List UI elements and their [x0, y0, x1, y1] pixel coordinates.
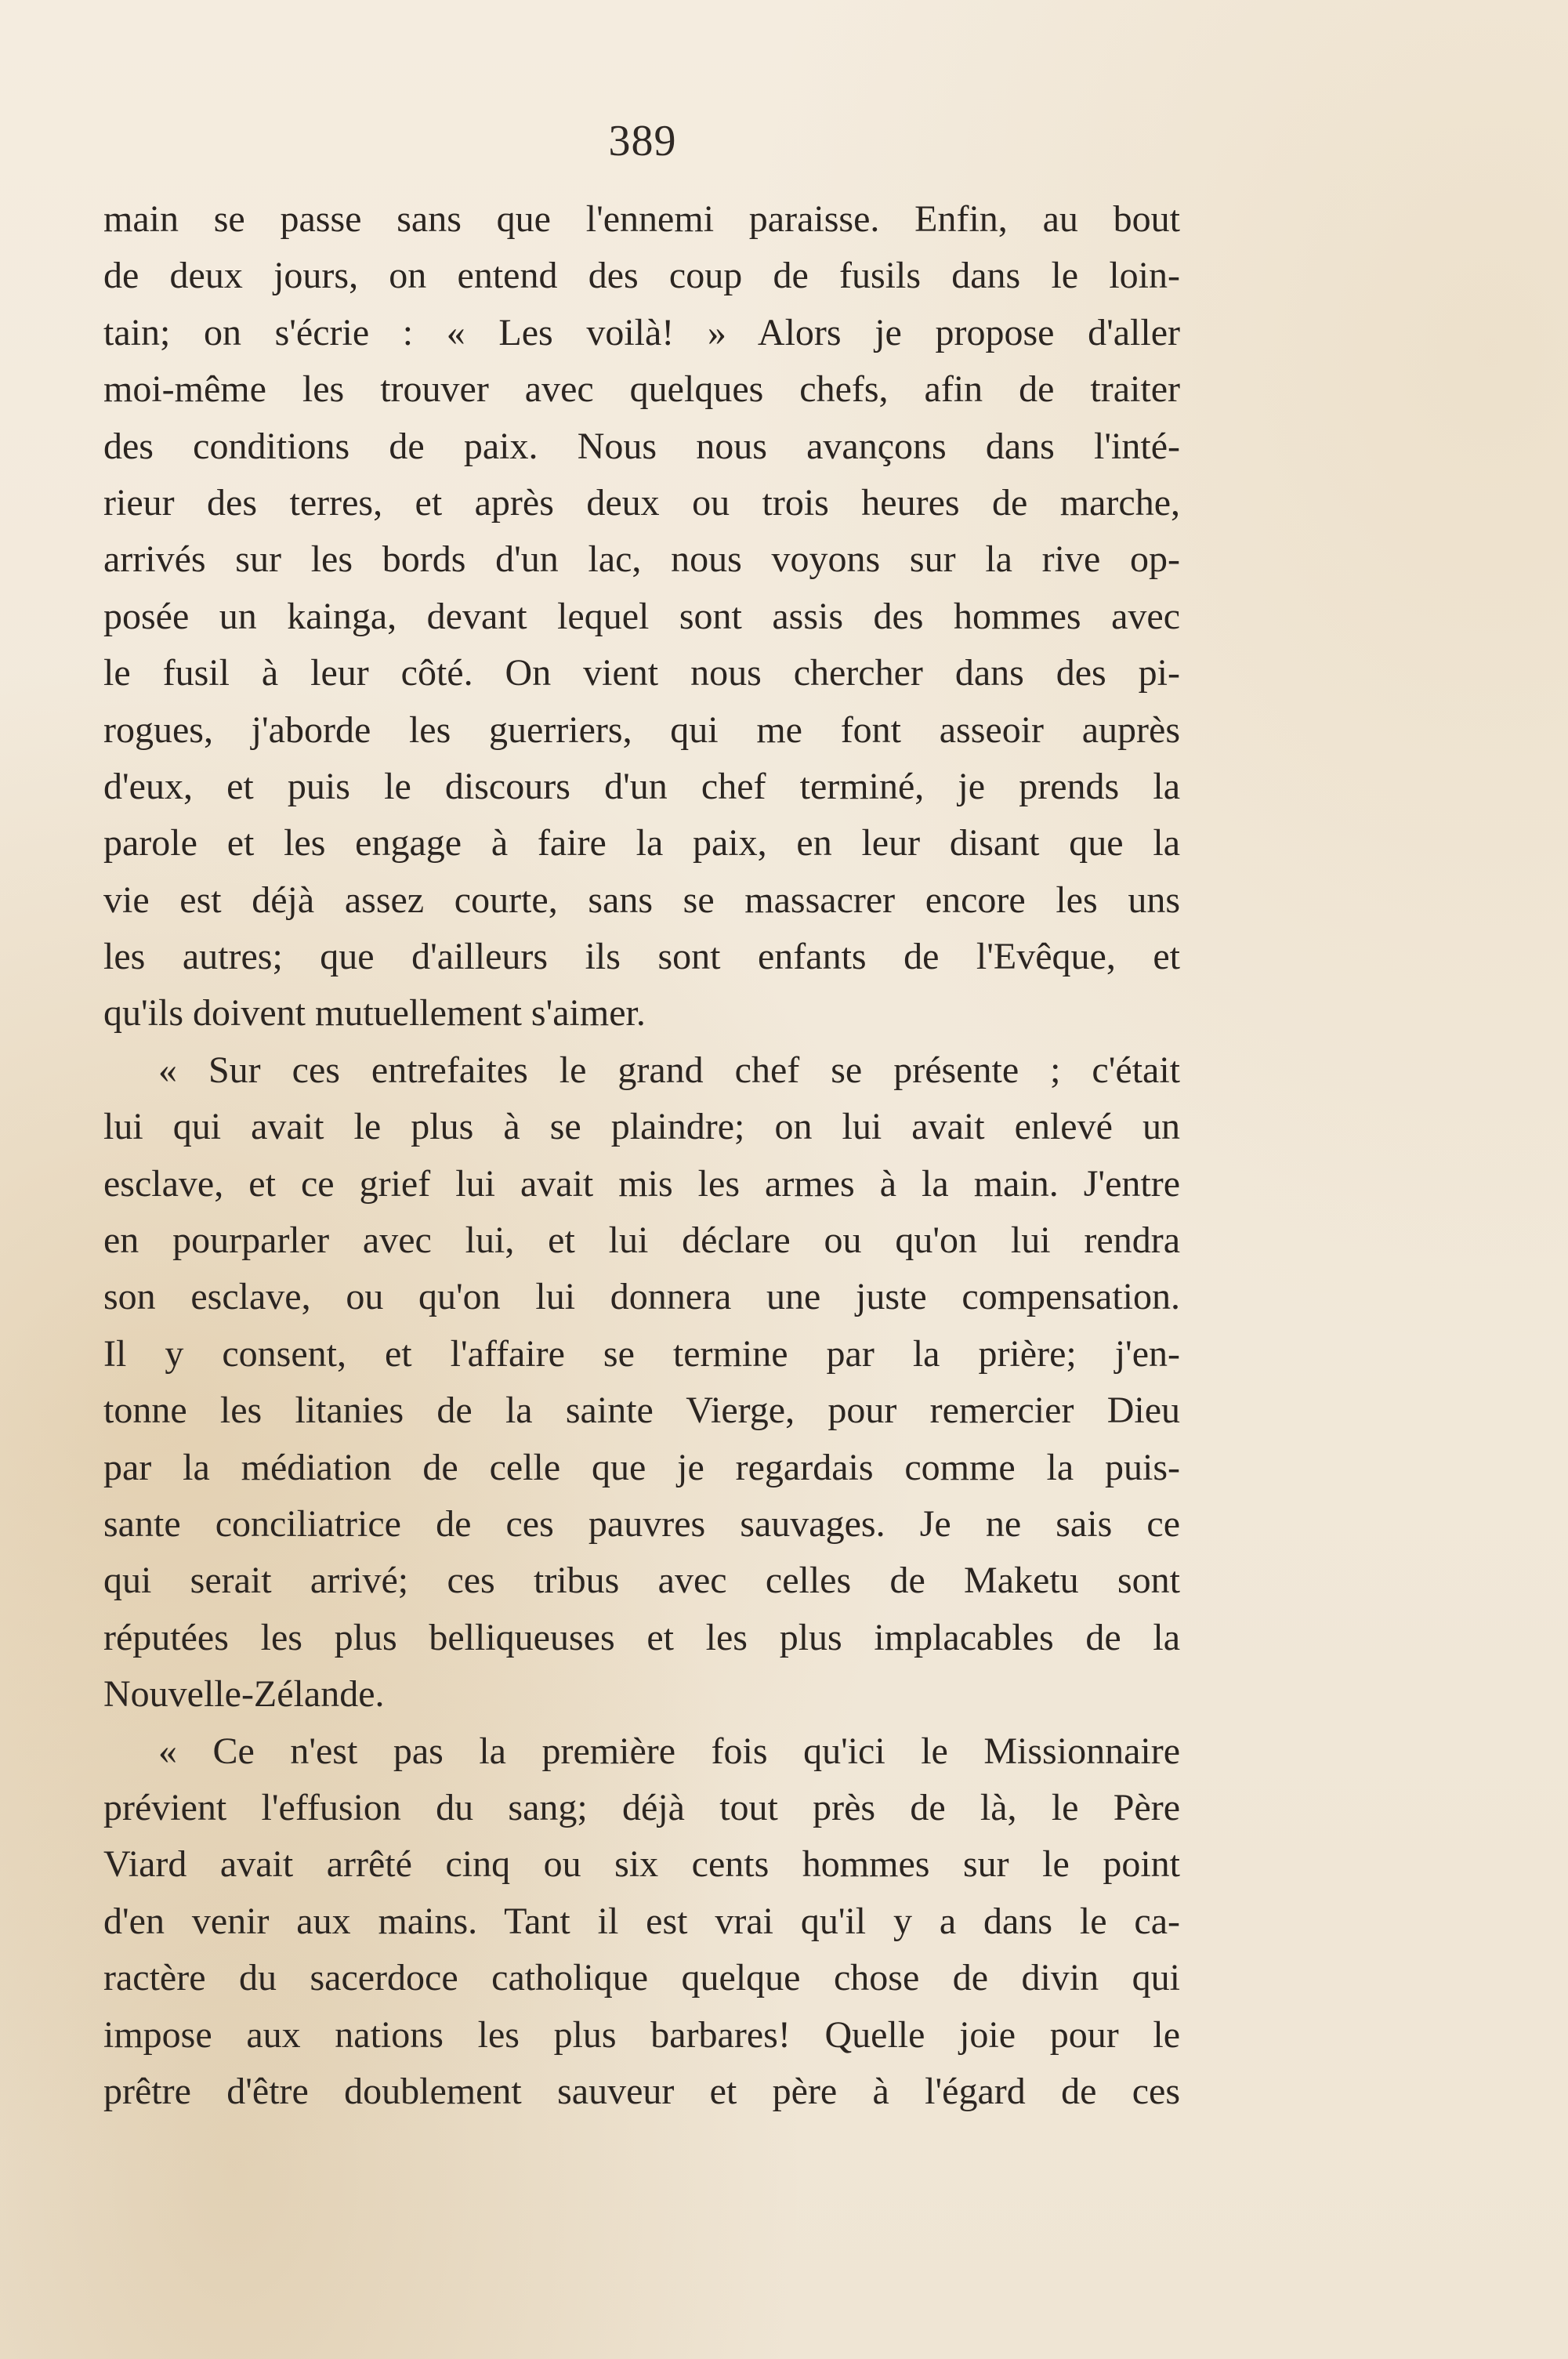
text-line: prévient l'effusion du sang; déjà tout près de là, le Père [103, 1786, 1180, 1828]
text-line: posée un kainga, devant lequel sont assis des hommes avec [103, 595, 1180, 637]
text-line: moi-même les trouver avec quelques chefs, afin de traiter [103, 368, 1180, 411]
text-line: son esclave, ou qu'on lui donnera une juste compensation. [103, 1276, 1180, 1318]
text-line: le fusil à leur côté. On vient nous chercher dans des pi- [103, 652, 1180, 694]
text-line: « Ce n'est pas la première fois qu'ici le Missionnaire [158, 1730, 1180, 1772]
text-line: qu'ils doivent mutuellement s'aimer. [103, 992, 646, 1035]
text-line: qui serait arrivé; ces tribus avec celles de Maketu sont [103, 1560, 1180, 1602]
body-text [103, 191, 1180, 2120]
text-line: prêtre d'être doublement sauveur et père à l'égard de ces [103, 2070, 1180, 2112]
text-line: vie est déjà assez courte, sans se massacrer encore les uns [103, 879, 1180, 921]
text-line: d'eux, et puis le discours d'un chef terminé, je prends la [103, 765, 1180, 807]
page-number: 389 [608, 117, 677, 165]
text-line: de deux jours, on entend des coup de fusils dans le loin- [103, 255, 1180, 297]
text-line: par la médiation de celle que je regardais comme la puis- [103, 1446, 1180, 1488]
text-line: en pourparler avec lui, et lui déclare ou qu'on lui rendra [103, 1219, 1180, 1262]
text-line: Nouvelle-Zélande. [103, 1673, 385, 1716]
text-line: réputées les plus belliqueuses et les plus implacables de la [103, 1616, 1180, 1658]
text-line: main se passe sans que l'ennemi paraisse. Enfin, au bout [103, 198, 1180, 240]
text-line: d'en venir aux mains. Tant il est vrai qu'il y a dans le ca- [103, 1900, 1180, 1942]
text-line: rieur des terres, et après deux ou trois heures de marche, [103, 481, 1180, 524]
text-line: des conditions de paix. Nous nous avançons dans l'inté- [103, 425, 1180, 467]
text-line: sante conciliatrice de ces pauvres sauvages. Je ne sais ce [103, 1502, 1180, 1545]
text-line: Viard avait arrêté cinq ou six cents hommes sur le point [103, 1843, 1180, 1886]
text-line: parole et les engage à faire la paix, en leur disant que la [103, 822, 1180, 864]
text-line: Il y consent, et l'affaire se termine par la prière; j'en- [103, 1332, 1180, 1375]
text-line: tain; on s'écrie : « Les voilà! » Alors je propose d'aller [103, 311, 1180, 353]
text-line: les autres; que d'ailleurs ils sont enfants de l'Evêque, et [103, 936, 1180, 978]
text-line: arrivés sur les bords d'un lac, nous voyons sur la rive op- [103, 538, 1180, 581]
text-line: tonne les litanies de la sainte Vierge, pour remercier Dieu [103, 1390, 1180, 1432]
text-line: impose aux nations les plus barbares! Quelle joie pour le [103, 2013, 1180, 2056]
text-line: rogues, j'aborde les guerriers, qui me font asseoir auprès [103, 708, 1180, 751]
text-line: esclave, et ce grief lui avait mis les armes à la main. J'entre [103, 1162, 1180, 1205]
text-line: « Sur ces entrefaites le grand chef se présente ; c'était [158, 1049, 1180, 1091]
text-line: lui qui avait le plus à se plaindre; on lui avait enlevé un [103, 1106, 1180, 1148]
text-line: ractère du sacerdoce catholique quelque chose de divin qui [103, 1957, 1180, 1999]
